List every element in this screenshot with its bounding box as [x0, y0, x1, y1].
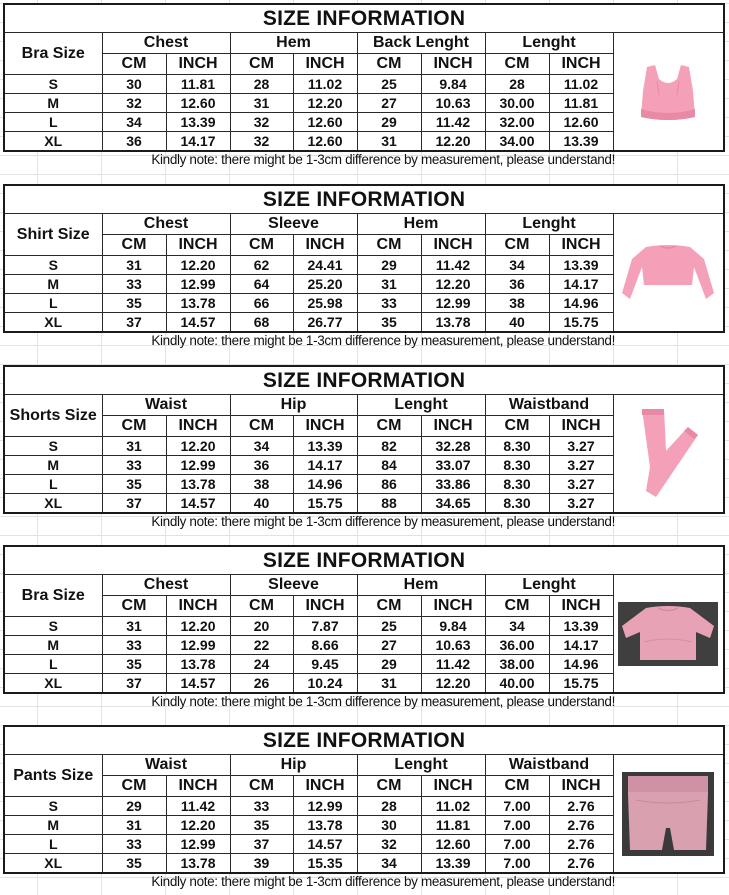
- measurement-cell: 35: [230, 816, 293, 835]
- table-title: SIZE INFORMATION: [4, 185, 724, 214]
- pink-shorts-icon: [614, 772, 724, 856]
- measurement-cell: 22: [230, 636, 293, 655]
- measurement-cell: 32: [357, 835, 421, 854]
- measurement-cell: 11.02: [421, 797, 485, 816]
- measurement-cell: 36.00: [485, 636, 549, 655]
- measurement-cell: 13.78: [166, 655, 230, 674]
- measurement-cell: 32.28: [421, 437, 485, 456]
- measurement-cell: 24: [230, 655, 293, 674]
- size-cell: L: [4, 294, 102, 313]
- unit-header-inch: INCH: [549, 54, 613, 75]
- size-table-block: [3, 365, 723, 535]
- measurement-cell: 14.96: [293, 475, 357, 494]
- measurement-cell: 11.42: [421, 113, 485, 132]
- measurement-cell: 9.84: [421, 617, 485, 636]
- product-photo: [613, 755, 724, 874]
- measurement-group-header: Back Lenght: [357, 33, 485, 54]
- size-table-block: [3, 545, 723, 715]
- size-cell: M: [4, 636, 102, 655]
- size-cell: S: [4, 437, 102, 456]
- size-cell: L: [4, 475, 102, 494]
- measurement-cell: 8.30: [485, 494, 549, 514]
- measurement-cell: 86: [357, 475, 421, 494]
- measurement-cell: 12.99: [293, 797, 357, 816]
- measurement-cell: 32.00: [485, 113, 549, 132]
- unit-header-cm: CM: [230, 235, 293, 256]
- measurement-cell: 34: [357, 854, 421, 874]
- measurement-group-header: Waistband: [485, 395, 613, 416]
- measurement-note: Kindly note: there might be 1-3cm difference by measurement, please understand!: [151, 874, 615, 889]
- measurement-cell: 7.00: [485, 797, 549, 816]
- measurement-cell: 11.42: [166, 797, 230, 816]
- measurement-group-header: Hip: [230, 395, 357, 416]
- size-cell: M: [4, 94, 102, 113]
- measurement-cell: 29: [357, 113, 421, 132]
- measurement-cell: 32: [230, 113, 293, 132]
- unit-header-cm: CM: [357, 416, 421, 437]
- measurement-cell: 14.57: [166, 674, 230, 694]
- measurement-note: Kindly note: there might be 1-3cm difference by measurement, please understand!: [151, 152, 615, 167]
- measurement-cell: 10.63: [421, 636, 485, 655]
- measurement-group-header: Hem: [357, 575, 485, 596]
- measurement-cell: 11.42: [421, 655, 485, 674]
- measurement-cell: 26.77: [293, 313, 357, 333]
- measurement-cell: 7.87: [293, 617, 357, 636]
- measurement-cell: 10.63: [421, 94, 485, 113]
- measurement-cell: 31: [102, 256, 166, 275]
- unit-header-cm: CM: [102, 776, 166, 797]
- measurement-cell: 12.20: [293, 94, 357, 113]
- measurement-cell: 3.27: [549, 437, 613, 456]
- unit-header-inch: INCH: [549, 776, 613, 797]
- unit-header-cm: CM: [357, 596, 421, 617]
- measurement-cell: 34: [230, 437, 293, 456]
- measurement-cell: 12.99: [166, 275, 230, 294]
- measurement-cell: 3.27: [549, 475, 613, 494]
- measurement-cell: 14.17: [549, 275, 613, 294]
- unit-header-inch: INCH: [166, 235, 230, 256]
- measurement-cell: 8.30: [485, 456, 549, 475]
- measurement-group-header: Hem: [357, 214, 485, 235]
- measurement-cell: 11.02: [549, 75, 613, 94]
- measurement-cell: 33: [102, 835, 166, 854]
- measurement-cell: 39: [230, 854, 293, 874]
- product-photo: [613, 575, 724, 694]
- measurement-cell: 2.76: [549, 797, 613, 816]
- measurement-cell: 37: [230, 835, 293, 854]
- measurement-group-header: Hem: [230, 33, 357, 54]
- measurement-cell: 7.00: [485, 816, 549, 835]
- measurement-cell: 40: [230, 494, 293, 514]
- measurement-cell: 3.27: [549, 456, 613, 475]
- measurement-cell: 40: [485, 313, 549, 333]
- measurement-cell: 20: [230, 617, 293, 636]
- product-photo: [613, 395, 724, 514]
- measurement-cell: 33.86: [421, 475, 485, 494]
- unit-header-cm: CM: [102, 235, 166, 256]
- measurement-cell: 62: [230, 256, 293, 275]
- measurement-group-header: Waist: [102, 755, 230, 776]
- measurement-cell: 13.78: [166, 854, 230, 874]
- unit-header-cm: CM: [230, 776, 293, 797]
- measurement-cell: 88: [357, 494, 421, 514]
- measurement-cell: 30: [357, 816, 421, 835]
- measurement-cell: 35: [102, 294, 166, 313]
- measurement-cell: 27: [357, 94, 421, 113]
- measurement-cell: 84: [357, 456, 421, 475]
- measurement-cell: 12.20: [166, 437, 230, 456]
- measurement-cell: 36: [102, 132, 166, 152]
- measurement-group-header: Sleeve: [230, 575, 357, 596]
- measurement-cell: 8.30: [485, 437, 549, 456]
- size-cell: L: [4, 655, 102, 674]
- measurement-cell: 38: [485, 294, 549, 313]
- measurement-cell: 34.00: [485, 132, 549, 152]
- measurement-cell: 9.84: [421, 75, 485, 94]
- measurement-cell: 25.20: [293, 275, 357, 294]
- size-cell: M: [4, 456, 102, 475]
- size-column-header: Shorts Size: [4, 395, 102, 437]
- measurement-cell: 13.39: [549, 617, 613, 636]
- table-title: SIZE INFORMATION: [4, 546, 724, 575]
- measurement-cell: 13.39: [166, 113, 230, 132]
- size-column-header: Bra Size: [4, 575, 102, 617]
- measurement-group-header: Lenght: [357, 755, 485, 776]
- measurement-cell: 11.02: [293, 75, 357, 94]
- unit-header-cm: CM: [102, 416, 166, 437]
- size-cell: XL: [4, 854, 102, 874]
- measurement-note: Kindly note: there might be 1-3cm difference by measurement, please understand!: [151, 694, 615, 709]
- size-table: [3, 184, 725, 333]
- measurement-group-header: Chest: [102, 214, 230, 235]
- measurement-cell: 40.00: [485, 674, 549, 694]
- measurement-cell: 33: [102, 275, 166, 294]
- unit-header-inch: INCH: [421, 54, 485, 75]
- measurement-group-header: Lenght: [485, 575, 613, 596]
- size-cell: XL: [4, 132, 102, 152]
- table-title: SIZE INFORMATION: [4, 4, 724, 33]
- measurement-cell: 15.75: [549, 313, 613, 333]
- unit-header-cm: CM: [357, 54, 421, 75]
- unit-header-inch: INCH: [549, 416, 613, 437]
- measurement-cell: 28: [485, 75, 549, 94]
- measurement-cell: 13.78: [166, 294, 230, 313]
- measurement-cell: 12.99: [166, 456, 230, 475]
- measurement-cell: 12.99: [166, 835, 230, 854]
- size-cell: XL: [4, 313, 102, 333]
- measurement-cell: 14.96: [549, 655, 613, 674]
- measurement-cell: 36: [230, 456, 293, 475]
- measurement-cell: 12.20: [166, 617, 230, 636]
- table-title: SIZE INFORMATION: [4, 726, 724, 755]
- measurement-cell: 15.75: [549, 674, 613, 694]
- measurement-cell: 29: [357, 256, 421, 275]
- table-title: SIZE INFORMATION: [4, 366, 724, 395]
- size-cell: L: [4, 835, 102, 854]
- measurement-cell: 11.81: [549, 94, 613, 113]
- unit-header-cm: CM: [102, 596, 166, 617]
- measurement-cell: 14.57: [293, 835, 357, 854]
- size-cell: L: [4, 113, 102, 132]
- measurement-cell: 37: [102, 494, 166, 514]
- measurement-cell: 34: [485, 256, 549, 275]
- measurement-cell: 13.78: [421, 313, 485, 333]
- size-table: [3, 545, 725, 694]
- measurement-note: Kindly note: there might be 1-3cm difference by measurement, please understand!: [151, 514, 615, 529]
- measurement-cell: 7.00: [485, 835, 549, 854]
- measurement-cell: 12.20: [421, 275, 485, 294]
- unit-header-cm: CM: [230, 596, 293, 617]
- size-cell: XL: [4, 494, 102, 514]
- measurement-cell: 33: [102, 636, 166, 655]
- unit-header-inch: INCH: [421, 416, 485, 437]
- measurement-cell: 25.98: [293, 294, 357, 313]
- unit-header-cm: CM: [230, 416, 293, 437]
- measurement-group-header: Lenght: [485, 33, 613, 54]
- measurement-cell: 64: [230, 275, 293, 294]
- measurement-note: Kindly note: there might be 1-3cm difference by measurement, please understand!: [151, 333, 615, 348]
- product-photo: [613, 214, 724, 333]
- measurement-group-header: Lenght: [357, 395, 485, 416]
- size-cell: S: [4, 797, 102, 816]
- measurement-cell: 14.17: [166, 132, 230, 152]
- measurement-cell: 31: [102, 437, 166, 456]
- measurement-cell: 34: [485, 617, 549, 636]
- unit-header-cm: CM: [485, 235, 549, 256]
- unit-header-inch: INCH: [293, 235, 357, 256]
- size-table: [3, 725, 725, 874]
- measurement-cell: 29: [102, 797, 166, 816]
- unit-header-cm: CM: [357, 776, 421, 797]
- measurement-cell: 66: [230, 294, 293, 313]
- measurement-cell: 26: [230, 674, 293, 694]
- measurement-cell: 12.20: [421, 132, 485, 152]
- unit-header-cm: CM: [485, 776, 549, 797]
- measurement-cell: 14.17: [293, 456, 357, 475]
- measurement-cell: 12.60: [549, 113, 613, 132]
- unit-header-inch: INCH: [293, 596, 357, 617]
- size-table: [3, 3, 725, 152]
- size-column-header: Bra Size: [4, 33, 102, 75]
- measurement-cell: 12.99: [166, 636, 230, 655]
- measurement-cell: 11.42: [421, 256, 485, 275]
- measurement-cell: 10.24: [293, 674, 357, 694]
- measurement-cell: 9.45: [293, 655, 357, 674]
- size-table-block: [3, 3, 723, 173]
- measurement-cell: 2.76: [549, 854, 613, 874]
- measurement-cell: 35: [102, 475, 166, 494]
- measurement-cell: 12.60: [293, 132, 357, 152]
- size-table-block: [3, 184, 723, 354]
- measurement-cell: 31: [357, 275, 421, 294]
- size-column-header: Shirt Size: [4, 214, 102, 256]
- measurement-cell: 12.60: [166, 94, 230, 113]
- measurement-cell: 37: [102, 674, 166, 694]
- unit-header-cm: CM: [485, 596, 549, 617]
- size-cell: XL: [4, 674, 102, 694]
- measurement-cell: 28: [357, 797, 421, 816]
- measurement-cell: 13.78: [293, 816, 357, 835]
- measurement-cell: 11.81: [166, 75, 230, 94]
- size-cell: S: [4, 75, 102, 94]
- measurement-cell: 35: [102, 655, 166, 674]
- measurement-cell: 30.00: [485, 94, 549, 113]
- measurement-cell: 25: [357, 75, 421, 94]
- unit-header-inch: INCH: [166, 776, 230, 797]
- measurement-cell: 15.75: [293, 494, 357, 514]
- unit-header-cm: CM: [102, 54, 166, 75]
- product-photo: [613, 33, 724, 152]
- measurement-cell: 13.39: [549, 132, 613, 152]
- unit-header-inch: INCH: [166, 54, 230, 75]
- measurement-group-header: Waistband: [485, 755, 613, 776]
- measurement-cell: 14.57: [166, 494, 230, 514]
- measurement-cell: 34: [102, 113, 166, 132]
- unit-header-inch: INCH: [421, 596, 485, 617]
- size-cell: M: [4, 275, 102, 294]
- pink-long-sleeve-crop-top-icon: [614, 241, 724, 305]
- unit-header-inch: INCH: [166, 416, 230, 437]
- measurement-cell: 14.96: [549, 294, 613, 313]
- measurement-cell: 12.60: [293, 113, 357, 132]
- measurement-cell: 12.20: [166, 256, 230, 275]
- measurement-cell: 38.00: [485, 655, 549, 674]
- measurement-cell: 31: [102, 617, 166, 636]
- measurement-cell: 29: [357, 655, 421, 674]
- measurement-cell: 33: [357, 294, 421, 313]
- measurement-cell: 12.99: [421, 294, 485, 313]
- measurement-cell: 13.78: [166, 475, 230, 494]
- unit-header-cm: CM: [230, 54, 293, 75]
- measurement-cell: 12.20: [421, 674, 485, 694]
- size-cell: S: [4, 256, 102, 275]
- measurement-cell: 2.76: [549, 835, 613, 854]
- measurement-cell: 13.39: [421, 854, 485, 874]
- measurement-group-header: Waist: [102, 395, 230, 416]
- measurement-cell: 15.35: [293, 854, 357, 874]
- unit-header-inch: INCH: [293, 54, 357, 75]
- size-table-block: [3, 725, 723, 895]
- measurement-cell: 36: [485, 275, 549, 294]
- measurement-group-header: Lenght: [485, 214, 613, 235]
- measurement-cell: 31: [230, 94, 293, 113]
- size-cell: M: [4, 816, 102, 835]
- measurement-cell: 31: [357, 674, 421, 694]
- measurement-cell: 33: [230, 797, 293, 816]
- size-column-header: Pants Size: [4, 755, 102, 797]
- measurement-cell: 35: [357, 313, 421, 333]
- measurement-cell: 30: [102, 75, 166, 94]
- measurement-cell: 24.41: [293, 256, 357, 275]
- unit-header-inch: INCH: [166, 596, 230, 617]
- unit-header-inch: INCH: [421, 776, 485, 797]
- unit-header-cm: CM: [485, 54, 549, 75]
- measurement-cell: 7.00: [485, 854, 549, 874]
- measurement-cell: 33.07: [421, 456, 485, 475]
- measurement-cell: 33: [102, 456, 166, 475]
- measurement-cell: 31: [357, 132, 421, 152]
- unit-header-inch: INCH: [549, 596, 613, 617]
- measurement-cell: 14.17: [549, 636, 613, 655]
- measurement-cell: 35: [102, 854, 166, 874]
- measurement-cell: 27: [357, 636, 421, 655]
- measurement-cell: 13.39: [549, 256, 613, 275]
- measurement-cell: 37: [102, 313, 166, 333]
- unit-header-cm: CM: [485, 416, 549, 437]
- measurement-cell: 32: [230, 132, 293, 152]
- size-table: [3, 365, 725, 514]
- measurement-cell: 38: [230, 475, 293, 494]
- size-cell: S: [4, 617, 102, 636]
- measurement-cell: 34.65: [421, 494, 485, 514]
- measurement-cell: 68: [230, 313, 293, 333]
- pink-leggings-icon: [614, 407, 724, 501]
- pink-short-sleeve-crop-top-icon: [614, 602, 724, 666]
- measurement-cell: 2.76: [549, 816, 613, 835]
- pink-sports-bra-icon: [614, 61, 724, 123]
- measurement-cell: 31: [102, 816, 166, 835]
- measurement-cell: 28: [230, 75, 293, 94]
- measurement-group-header: Chest: [102, 575, 230, 596]
- measurement-cell: 8.66: [293, 636, 357, 655]
- measurement-cell: 11.81: [421, 816, 485, 835]
- measurement-group-header: Hip: [230, 755, 357, 776]
- measurement-cell: 12.60: [421, 835, 485, 854]
- measurement-cell: 32: [102, 94, 166, 113]
- measurement-cell: 12.20: [166, 816, 230, 835]
- unit-header-inch: INCH: [293, 416, 357, 437]
- measurement-cell: 8.30: [485, 475, 549, 494]
- unit-header-inch: INCH: [421, 235, 485, 256]
- measurement-cell: 25: [357, 617, 421, 636]
- measurement-group-header: Sleeve: [230, 214, 357, 235]
- measurement-cell: 82: [357, 437, 421, 456]
- measurement-cell: 3.27: [549, 494, 613, 514]
- measurement-group-header: Chest: [102, 33, 230, 54]
- unit-header-inch: INCH: [293, 776, 357, 797]
- unit-header-cm: CM: [357, 235, 421, 256]
- unit-header-inch: INCH: [549, 235, 613, 256]
- measurement-cell: 13.39: [293, 437, 357, 456]
- measurement-cell: 14.57: [166, 313, 230, 333]
